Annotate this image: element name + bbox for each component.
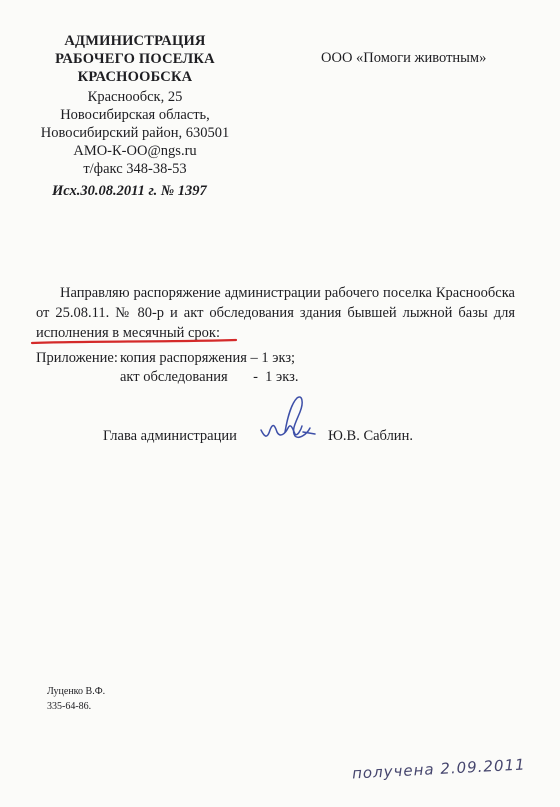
red-underline: [30, 338, 240, 346]
sender-org-line1: АДМИНИСТРАЦИЯ: [64, 33, 206, 49]
body-line-1: Направляю распоряжение администрации рабочего поселка Краснообска: [60, 285, 515, 301]
handwritten-receipt-note: получена 2.09.2011: [351, 755, 527, 783]
body-line-3: исполнения в месячный срок:: [36, 325, 220, 341]
attachment-label: Приложение:: [36, 350, 118, 366]
sender-address-line2: Новосибирская область,: [60, 107, 210, 123]
executor-phone: 335-64-86.: [47, 701, 92, 712]
sender-address-line3: Новосибирский район, 630501: [40, 125, 230, 141]
attachment-item-2: акт обследования - 1 экз.: [120, 369, 299, 385]
sender-address-line1: Краснообск, 25: [87, 89, 183, 105]
handwritten-signature: [255, 390, 325, 450]
sender-phone: т/факс 348-38-53: [83, 161, 187, 177]
signature-name: Ю.В. Саблин.: [328, 428, 413, 444]
sender-block: [20, 32, 250, 178]
sender-org-line2: РАБОЧЕГО ПОСЕЛКА: [55, 51, 215, 67]
attachment-item-1: копия распоряжения – 1 экз;: [120, 350, 296, 366]
sender-org-line3: КРАСНООБСКА: [77, 69, 193, 85]
sender-email: АМО-К-ОО@ngs.ru: [73, 143, 197, 159]
body-line-2: от 25.08.11. № 80-р и акт обследования здания бывшей лыжной базы для: [36, 305, 515, 321]
executor-name: Луценко В.Ф.: [47, 686, 106, 697]
outgoing-number: Исх.30.08.2011 г. № 1397: [52, 183, 207, 199]
signature-title: Глава администрации: [103, 428, 237, 444]
recipient: ООО «Помоги животным»: [321, 50, 487, 66]
